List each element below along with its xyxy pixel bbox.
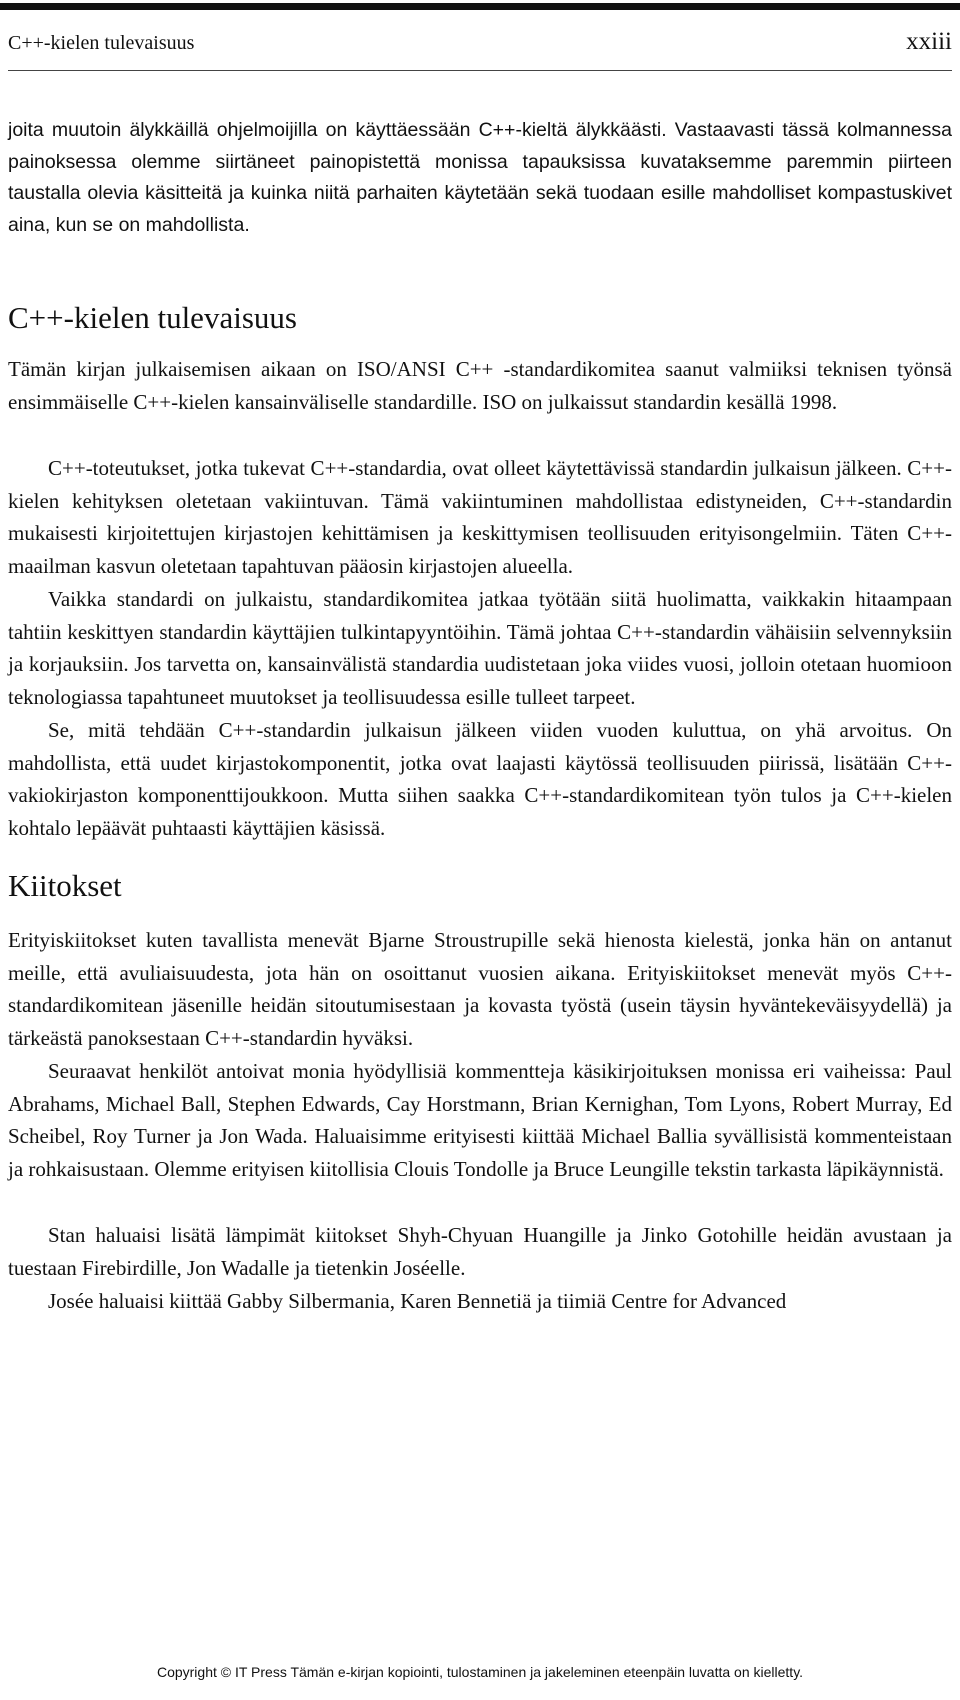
section-future-paragraph-3: Vaikka standardi on julkaistu, standardikomitea jatkaa työtään siitä huolimatta, vaikkakin hitaampaan tahtiin keskittyen standardin käyttäjien tulkintapyyntöihin. Tämä johtaa C++-standardin vähäisiin selvennyksiin ja korjauksiin. Jos tarvetta on, kansainvälistä standardia uudistetaan joka viides vuosi, jolloin otetaan huomioon teknologiassa tapahtuneet muutokset ja teollisuudessa esille tulleet tarpeet. bbox=[8, 587, 952, 709]
section-heading-future: C++-kielen tulevaisuus bbox=[8, 300, 297, 335]
section-future-paragraph-2: C++-toteutukset, jotka tukevat C++-standardia, ovat olleet käytettävissä standardin julkaisun jälkeen. C++-kielen kehityksen oletetaan vakiintuvan. Tämä vakiintuminen mahdollistaa edistyneiden, C++-standardin mukaisesti kirjoitettujen kirjastojen kehittämisen ja keskittymisen teollisuuden erityisongelmiin. Täten C++-maailman kasvun oletetaan tapahtuvan pääosin kirjastojen alueella. bbox=[8, 456, 952, 578]
running-header bbox=[8, 28, 952, 58]
section-ack-paragraph-4: Josée haluaisi kiittää Gabby Silbermania, Karen Bennetiä ja tiimiä Centre for Advanced bbox=[48, 1289, 787, 1313]
section-heading-acknowledgements: Kiitokset bbox=[8, 868, 122, 903]
running-header-title: C++-kielen tulevaisuus bbox=[8, 32, 195, 54]
section-future-paragraph-4: Se, mitä tehdään C++-standardin julkaisun jälkeen viiden vuoden kuluttua, on yhä arvoitus. On mahdollista, että uudet kirjastokomponentit, jotka ovat laajasti käytössä teollisuuden piirissä, lisätään C++-vakiokirjaston komponenttijoukkoon. Mutta siihen saakka C++-standardikomitean työn tulos ja C++-kielen kohtalo lepäävät puhtaasti käyttäjien käsissä. bbox=[8, 718, 952, 840]
copyright-footer: Copyright © IT Press Tämän e-kirjan kopiointi, tulostaminen ja jakeleminen eteenpäin luvatta on kielletty. bbox=[156, 1664, 804, 1680]
intro-paragraph: joita muutoin älykkäillä ohjelmoijilla on käyttäessään C++-kieltä älykkäästi. Vastaavasti tässä kolmannessa painoksessa olemme siirtäneet painopistettä monissa tapauksissa kuvataksemme paremmin piirteen taustalla olevia käsitteitä ja kuinka niitä parhaiten käytetään sekä tuodaan esille mahdolliset kompastuskivet aina, kun se on mahdollista. bbox=[8, 119, 952, 236]
section-ack-paragraph-1: Erityiskiitokset kuten tavallista menevät Bjarne Stroustrupille sekä hienosta kielestä, jonka hän on antanut meille, että avuliaisuudesta, jota hän on osoittanut vuosien aikana. Erityiskiitokset menevät myös C++-standardikomitean jäsenille heidän sitoutumisestaan ja kovasta työstä (usein täysin hyväntekeväisyydellä) ja tärkeästä panoksestaan C++-standardin hyväksi. bbox=[8, 928, 952, 1050]
section-ack-paragraph-3: Stan haluaisi lisätä lämpimät kiitokset Shyh-Chyuan Huangille ja Jinko Gotohille heidän avustaan ja tuestaan Firebirdille, Jon Wadalle ja tietenkin Joséelle. bbox=[8, 1223, 952, 1280]
header-divider bbox=[8, 70, 952, 71]
section-ack-paragraph-2: Seuraavat henkilöt antoivat monia hyödyllisiä kommentteja käsikirjoituksen monissa eri vaiheissa: Paul Abrahams, Michael Ball, Stephen Edwards, Cay Horstmann, Brian Kernighan, Tom Lyons, Robert Murray, Ed Scheibel, Roy Turner ja Jon Wada. Haluaisimme erityisesti kiittää Michael Ballia syvällisistä kommenteistaan ja rohkaisustaan. Olemme erityisen kiitollisia Clouis Tondolle ja Bruce Leungille tekstin tarkasta läpikäynnistä. bbox=[8, 1059, 952, 1181]
page-number: xxiii bbox=[906, 28, 952, 55]
top-rule-bar bbox=[0, 3, 960, 10]
section-future-paragraph-1: Tämän kirjan julkaisemisen aikaan on ISO/ANSI C++ -standardikomitea saanut valmiiksi teknisen työnsä ensimmäiselle C++-kielen kansainväliselle standardille. ISO on julkaissut standardin kesällä 1998. bbox=[8, 357, 952, 414]
